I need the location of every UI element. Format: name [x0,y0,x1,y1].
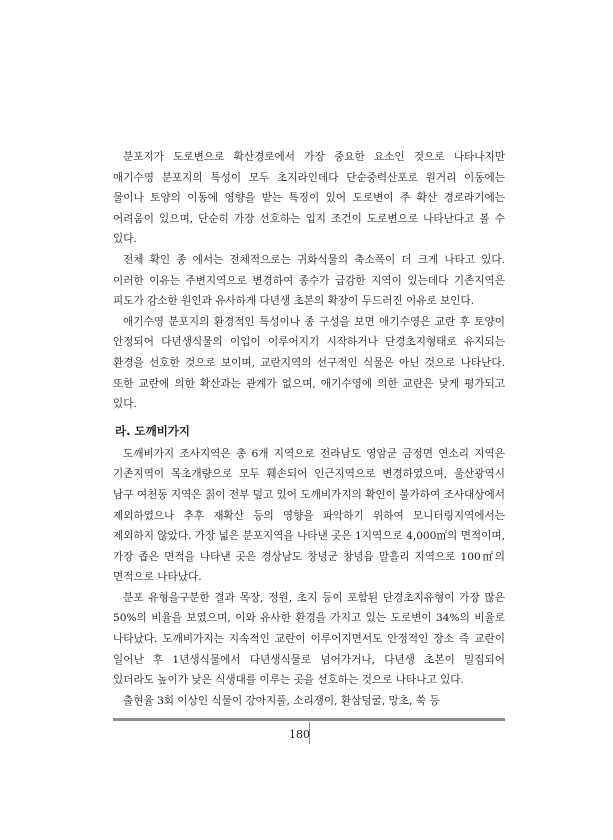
paragraph: 애기수영 분포지의 환경적인 특성이나 종 구성을 보면 애기수영은 교란 후 토양이 안정되어 다년생식물의 이입이 이루어지기 시작하거나 단경초지형태로 유지되는 환경을 선호한 것으로 보이며, 교란지역의 선구적인 식물은 아닌 것으로 나타난다. 또한 교란에 의한 확산과는 관계가 없으며, 애기수영에 의한 교란은 낮게 평가되고 있다. [113,315,505,411]
paragraph: 전체 확인 종 에서는 전체적으로는 귀화식물의 축소폭이 더 크게 나타고 있다. 이러한 이유는 주변지역으로 변경하여 종수가 급감한 지역이 있는데다 기존지역은 피도가 감소한 원인과 유사하게 다년생 초본의 확장이 두드러진 이유로 보인다. [113,253,505,308]
section-heading: 라. 도깨비가지 [115,423,191,438]
paragraph: 출현율 3회 이상인 식물이 강아지풀, 소리쟁이, 환삼덩굴, 망초, 쑥 등 [123,694,440,707]
page-number: 180 [289,728,310,741]
paragraph: 도깨비가지 조사지역은 총 6개 지역으로 전라남도 영암군 금정면 연소리 지역은 기존지역이 목초개량으로 모두 훼손되어 인근지역으로 변경하였으며, 울산광역시 남구 여천동 지역은 칡이 전부 덮고 있어 도깨비가지의 확인이 불가하여 조사대상에서 제외하였으나 추후 재확산 등의 영향을 파악하기 위하여 모니터링지역에서는 제외하지 않았다. 가장 넓은 분포지역을 나타낸 곳은 1지역으로 4,000㎡의 면적이며, 가장 좁은 면적을 나타낸 곳은 경상남도 창녕군 창녕읍 말흘리 지역으로 100㎡의 면적으로 나타났다. [113,447,505,584]
footer-rule [113,718,505,721]
paragraph: 분포 유형을구분한 결과 목장, 정원, 초지 등이 포함된 단경초지유형이 가장 많은 50%의 비율을 보였으며, 이와 유사한 환경을 가지고 있는 도로변이 34%의 비율로 나타났다. 도깨비가지는 지속적인 교란이 이루어지면서도 안정적인 장소 즉 교란이 일어난 후 1년생식물에서 다년생식물로 넘어가거나, 다년생 초본이 밀집되어 있더라도 높이가 낮은 식생대를 이루는 곳을 선호하는 것으로 나타나고 있다. [113,591,505,687]
paragraph: 분포지가 도로변으로 확산경로에서 가장 중요한 요소인 것으로 나타나지만 애기수영 분포지의 특성이 모두 초지라인데다 단순중력산포로 원거리 이동에는 물이나 토양의 이동에 영향을 받는 특징이 있어 도로변이 주 확산 경로라기에는 어려움이 있으며, 단순히 가장 선호하는 입지 조건이 도로변으로 나타난다고 볼 수 있다. [113,151,505,246]
document-body [113,147,505,711]
